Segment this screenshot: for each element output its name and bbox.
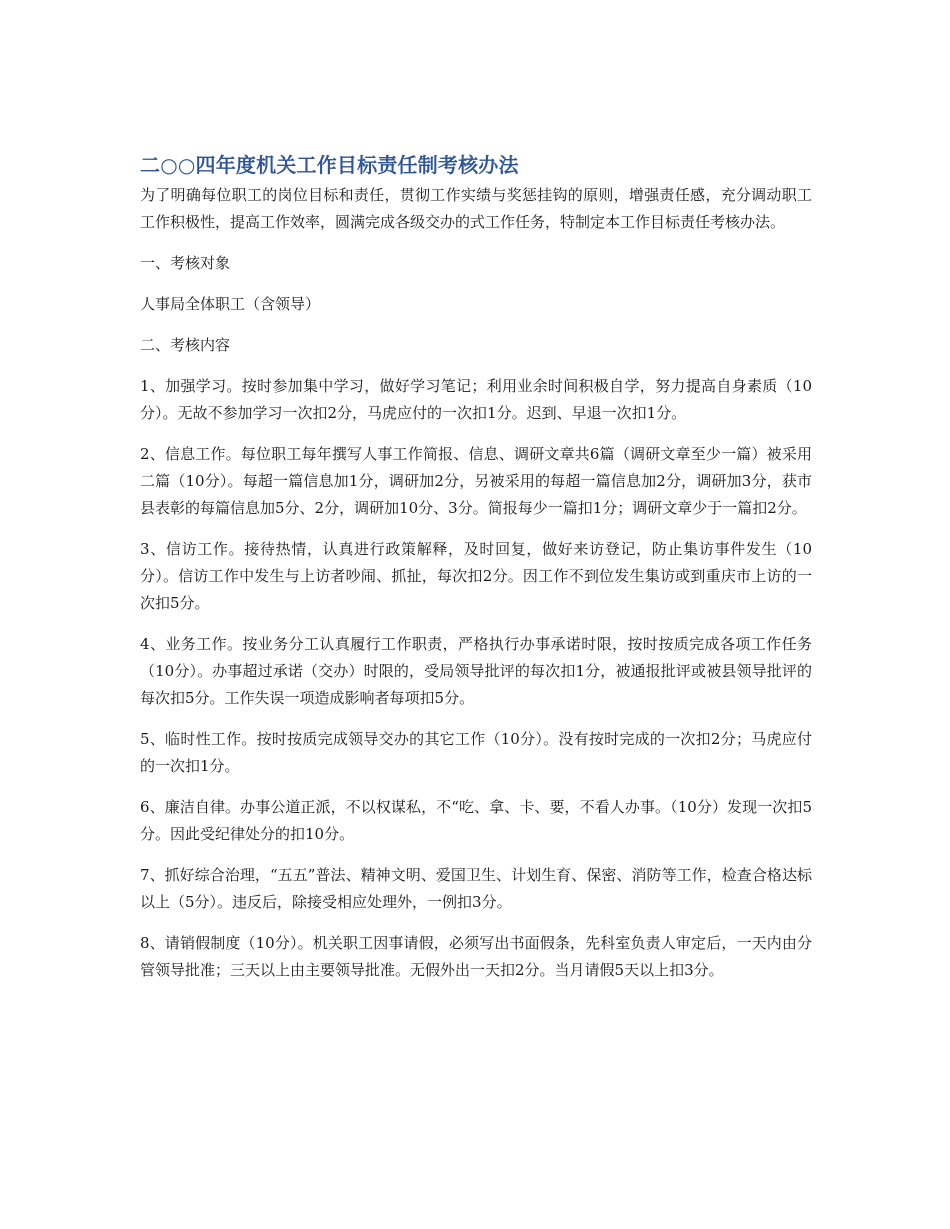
item-paragraph: 5、临时性工作。按时按质完成领导交办的其它工作（10分）。没有按时完成的一次扣2分；马虎应付的一次扣1分。 [140, 730, 812, 775]
item-paragraph: 4、业务工作。按业务分工认真履行工作职责，严格执行办事承诺时限，按时按质完成各项工作任务（10分）。办事超过承诺（交办）时限的，受局领导批评的每次扣1分，被通报批评或被县领导批评的每次扣5分。工作失误一项造成影响者每项扣5分。 [140, 635, 812, 707]
document-title: 二○○四年度机关工作目标责任制考核办法 [140, 153, 519, 177]
item-paragraph: 3、信访工作。接待热情，认真进行政策解释，及时回复，做好来访登记，防止集访事件发生（10分）。信访工作中发生与上访者吵闹、抓扯，每次扣2分。因工作不到位发生集访或到重庆市上访的一次扣5分。 [140, 540, 812, 612]
section-body-targets: 人事局全体职工（含领导） [140, 295, 321, 313]
intro-paragraph: 为了明确每位职工的岗位目标和责任，贯彻工作实绩与奖惩挂钩的原则，增强责任感，充分调动职工工作积极性，提高工作效率，圆满完成各级交办的式工作任务，特制定本工作目标责任考核办法。 [140, 186, 812, 231]
item-paragraph: 7、抓好综合治理，“五五”普法、精神文明、爱国卫生、计划生育、保密、消防等工作，检查合格达标以上（5分）。违反后，除接受相应处理外，一例扣3分。 [140, 866, 812, 911]
item-paragraph: 8、请销假制度（10分）。机关职工因事请假，必须写出书面假条，先科室负责人审定后，一天内由分管领导批准；三天以上由主要领导批准。无假外出一天扣2分。当月请假5天以上扣3分。 [140, 934, 812, 979]
section-heading-content: 二、考核内容 [140, 336, 231, 354]
document-content [140, 150, 812, 998]
item-paragraph: 2、信息工作。每位职工每年撰写人事工作简报、信息、调研文章共6篇（调研文章至少一篇）被采用二篇（10分）。每超一篇信息加1分，调研加2分，另被采用的每超一篇信息加2分，调研加3分，获市县表彰的每篇信息加5分、2分，调研加10分、3分。简报每少一篇扣1分；调研文章少于一篇扣2分。 [140, 445, 812, 517]
section-heading-targets: 一、考核对象 [140, 254, 231, 272]
item-paragraph: 6、廉洁自律。办事公道正派，不以权谋私，不“吃、拿、卡、要，不看人办事。（10分）发现一次扣5分。因此受纪律处分的扣10分。 [140, 798, 812, 843]
item-paragraph: 1、加强学习。按时参加集中学习，做好学习笔记；利用业余时间积极自学，努力提高自身素质（10分）。无故不参加学习一次扣2分，马虎应付的一次扣1分。迟到、早退一次扣1分。 [140, 377, 812, 422]
